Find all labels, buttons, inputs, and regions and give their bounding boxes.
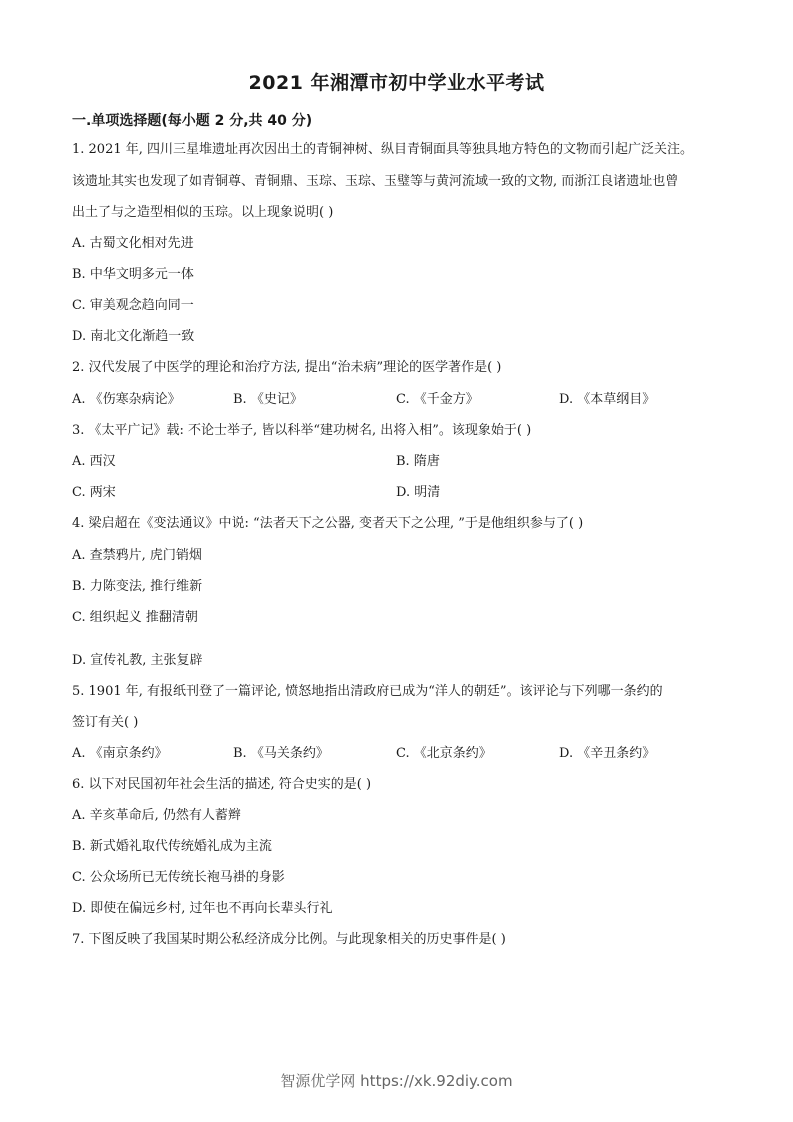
- q1-option-a: A. 古蜀文化相对先进: [72, 236, 194, 251]
- q5-option-b: B. 《马关条约》: [233, 746, 329, 761]
- q4-option-d: D. 宣传礼教, 主张复辟: [72, 653, 203, 668]
- q3-option-c: C. 两宋: [72, 485, 116, 500]
- q2-option-b: B. 《史记》: [233, 392, 303, 407]
- q6-stem: 6. 以下对民国初年社会生活的描述, 符合史实的是( ): [72, 777, 372, 792]
- q6-option-c: C. 公众场所已无传统长袍马褂的身影: [72, 870, 285, 885]
- q1-stem-line-2: 该遗址其实也发现了如青铜尊、青铜鼎、玉琮、玉琮、玉璧等与黄河流域一致的文物, 而浙江良诸遗址也曾: [72, 174, 679, 189]
- q6-option-a: A. 辛亥革命后, 仍然有人蓄辫: [72, 808, 241, 823]
- q2-option-d: D. 《本草纲目》: [559, 392, 656, 407]
- q3-option-d: D. 明清: [396, 485, 441, 500]
- q1-stem-line-3: 出土了与之造型相似的玉琮。以上现象说明( ): [72, 205, 334, 220]
- exam-title: 2021 年湘潭市初中学业水平考试: [248, 72, 545, 94]
- q5-stem-line-2: 签订有关( ): [72, 715, 139, 730]
- q4-option-a: A. 查禁鸦片, 虎门销烟: [72, 548, 202, 563]
- q3-option-b: B. 隋唐: [396, 454, 440, 469]
- q4-option-b: B. 力陈变法, 推行维新: [72, 579, 203, 594]
- q2-option-c: C. 《千金方》: [396, 392, 479, 407]
- q1-option-b: B. 中华文明多元一体: [72, 267, 194, 282]
- q2-stem: 2. 汉代发展了中医学的理论和治疗方法, 提出“治未病”理论的医学著作是( ): [72, 360, 502, 375]
- q3-option-a: A. 西汉: [72, 454, 116, 469]
- q1-option-c: C. 审美观念趋向同一: [72, 298, 194, 313]
- q1-option-d: D. 南北文化渐趋一致: [72, 329, 195, 344]
- q3-stem: 3. 《太平广记》载: 不论士举子, 皆以科举“建功树名, 出将入相”。该现象始于( ): [72, 423, 532, 438]
- q2-option-a: A. 《伤寒杂病论》: [72, 392, 181, 407]
- footer-watermark: 智源优学网 https://xk.92diy.com: [280, 1072, 513, 1090]
- q1-stem-line-1: 1. 2021 年, 四川三星堆遗址再次因出土的青铜神树、纵目青铜面具等独具地方特色的文物而引起广泛关注。: [72, 142, 694, 157]
- q4-stem: 4. 梁启超在《变法通议》中说: “法者天下之公器, 变者天下之公理, ”于是他组织参与了( ): [72, 516, 584, 531]
- q5-option-a: A. 《南京条约》: [72, 746, 168, 761]
- q4-option-c: C. 组织起义 推翻清朝: [72, 610, 198, 625]
- q5-stem-line-1: 5. 1901 年, 有报纸刊登了一篇评论, 愤怒地指出清政府已成为“洋人的朝廷”。该评论与下列哪一条约的: [72, 684, 663, 699]
- section-heading: 一.单项选择题(每小题 2 分,共 40 分): [72, 113, 313, 129]
- q6-option-d: D. 即使在偏远乡村, 过年也不再向长辈头行礼: [72, 901, 333, 916]
- q7-stem: 7. 下图反映了我国某时期公私经济成分比例。与此现象相关的历史事件是( ): [72, 932, 506, 947]
- q5-option-c: C. 《北京条约》: [396, 746, 492, 761]
- q6-option-b: B. 新式婚礼取代传统婚礼成为主流: [72, 839, 272, 854]
- q5-option-d: D. 《辛丑条约》: [559, 746, 656, 761]
